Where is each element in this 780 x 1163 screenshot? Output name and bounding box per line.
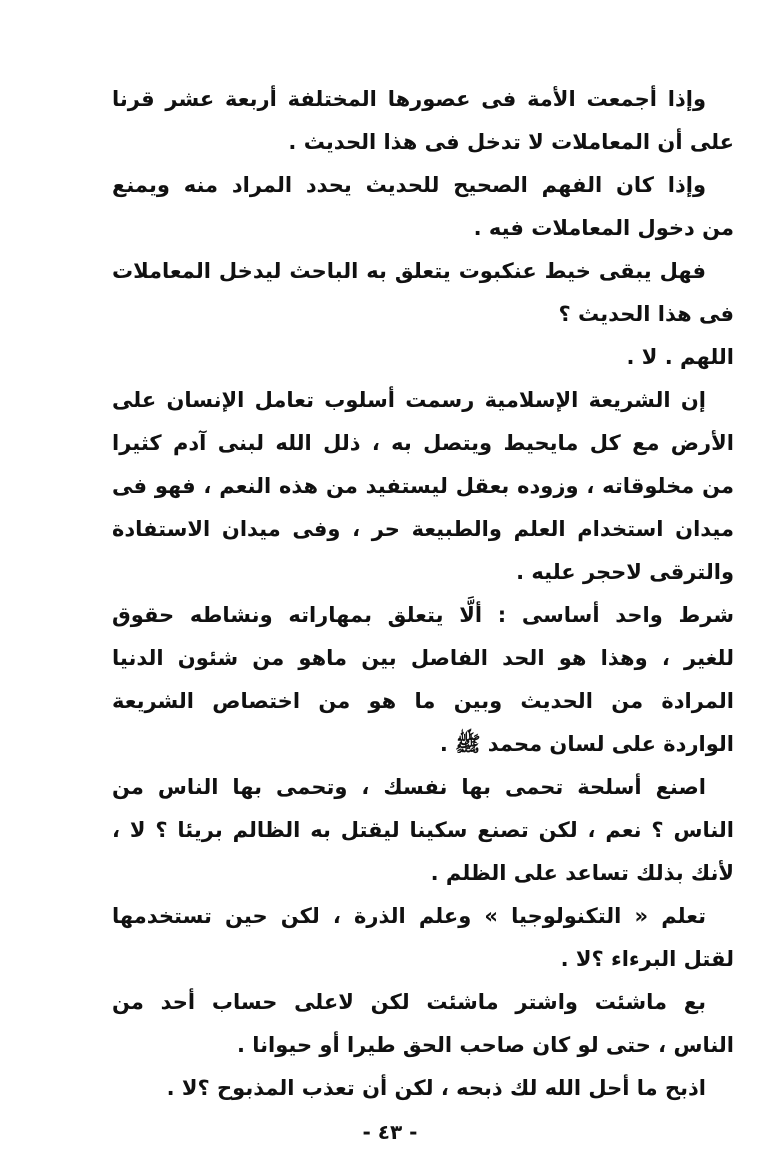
- text-line: الواردة على لسان محمد ﷺ .: [439, 732, 734, 756]
- text-line: لأنك بذلك تساعد على الظلم .: [430, 861, 734, 885]
- text-line: اذبح ما أحل الله لك ذبحه ، لكن أن تعذب المذبوح ؟لا .: [166, 1076, 706, 1100]
- text-line: والترقى لاحجر عليه .: [516, 560, 734, 584]
- text-line: إن الشريعة الإسلامية رسمت أسلوب تعامل الإنسان على: [112, 388, 706, 412]
- text-line: ميدان استخدام العلم والطبيعة حر ، وفى ميدان الاستفادة: [112, 517, 734, 541]
- text-line: اللهم . لا .: [626, 345, 734, 369]
- text-line: وإذا كان الفهم الصحيح للحديث يحدد المراد منه ويمنع: [112, 173, 706, 197]
- text-line: على أن المعاملات لا تدخل فى هذا الحديث .: [288, 130, 734, 154]
- text-line: من دخول المعاملات فيه .: [473, 216, 734, 240]
- text-line: لقتل البرءاء ؟لا .: [560, 947, 734, 971]
- text-line: اصنع أسلحة تحمى بها نفسك ، وتحمى بها الناس من: [112, 775, 706, 799]
- text-line: تعلم « التكنولوجيا » وعلم الذرة ، لكن حين تستخدمها: [112, 904, 706, 928]
- text-line: الناس ؟ نعم ، لكن تصنع سكينا ليقتل به الظالم بريئا ؟ لا ،: [112, 818, 734, 842]
- text-line: الأرض مع كل مايحيط ويتصل به ، ذلل الله لبنى آدم كثيرا: [112, 431, 734, 455]
- text-line: الناس ، حتى لو كان صاحب الحق طيرا أو حيوانا .: [236, 1033, 734, 1057]
- text-line: وإذا أجمعت الأمة فى عصورها المختلفة أربعة عشر قرنا: [112, 87, 706, 111]
- text-line: المرادة من الحديث وبين ما هو من اختصاص الشريعة: [112, 689, 734, 713]
- page-number: - ٤٣ -: [362, 1120, 418, 1144]
- text-line: شرط واحد أساسى : ألَّا يتعلق بمهاراته ونشاطه حقوق: [112, 603, 734, 627]
- text-line: بع ماشئت واشتر ماشئت لكن لاعلى حساب أحد من: [112, 990, 706, 1014]
- text-line: من مخلوقاته ، وزوده بعقل ليستفيد من هذه النعم ، فهو فى: [112, 474, 734, 498]
- text-line: فهل يبقى خيط عنكبوت يتعلق به الباحث ليدخل المعاملات: [112, 259, 706, 283]
- text-line: فى هذا الحديث ؟: [558, 302, 734, 326]
- text-line: للغير ، وهذا هو الحد الفاصل بين ماهو من شئون الدنيا: [112, 646, 734, 670]
- body-text: [112, 78, 734, 1110]
